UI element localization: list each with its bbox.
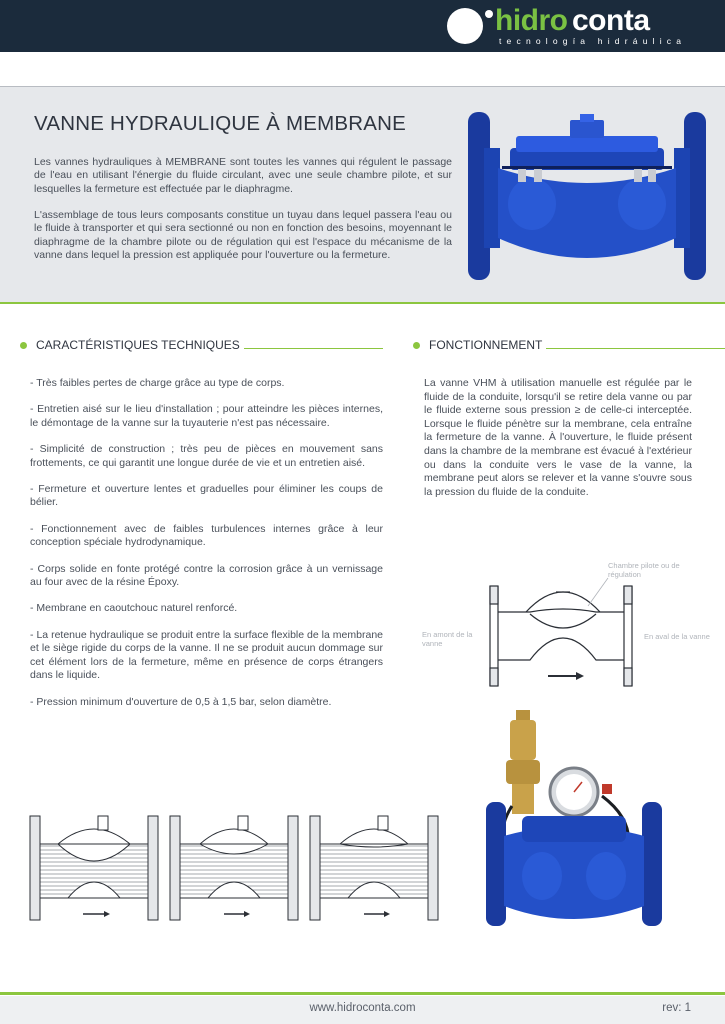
footer-divider	[0, 992, 725, 995]
valve-operation-diagrams	[28, 808, 448, 928]
fonctionnement-heading	[413, 338, 725, 354]
diagram-open	[30, 816, 158, 920]
diagram-closed	[310, 816, 438, 920]
feature-item: - Pression minimum d'ouverture de 0,5 à 1,5 bar, selon diamètre.	[30, 695, 332, 708]
logo-tagline: tecnología hidráulica	[499, 36, 687, 46]
feature-item: - La retenue hydraulique se produit entre la surface flexible de la membrane et le siège rigide du corps de la vanne. Il ne se produit aucun dommage sur cet élément lors de la fermeture, même en présence de corps étrangers dans le liquide.	[30, 628, 383, 682]
logo-word-conta: conta	[572, 4, 650, 37]
footer-website-link[interactable]: www.hidroconta.com	[309, 1002, 416, 1014]
logo-circle-icon	[447, 8, 483, 44]
header-bar	[0, 0, 725, 52]
intro-paragraph-2: L'assemblage de tous leurs composants constitue un tuyau dans lequel passera l'eau ou le fluide à transporter et qui sera sectionné ou non en fonction des besoins, moyennant le diaphragme de la chambre pilote ou de régulation qui est l'espace du mécanisme de la vanne dans lequel la pression est appliquée pour l'ouverture ou la fermeture.	[34, 209, 452, 262]
feature-item: - Très faibles pertes de charge grâce au type de corps.	[30, 377, 285, 389]
caracteristiques-title: CARACTÉRISTIQUES TECHNIQUES	[36, 338, 244, 352]
caracteristiques-heading	[20, 338, 383, 354]
label-chamber: Chambre pilote ou de régulation	[608, 561, 680, 579]
page-title: VANNE HYDRAULIQUE À MEMBRANE	[34, 112, 407, 135]
footer-bar	[0, 996, 725, 1024]
diagram-partial	[170, 816, 298, 920]
footer-revision: rev: 1	[662, 1002, 691, 1014]
logo-word-hidro: hidro	[495, 4, 568, 37]
bullet-dot-icon	[413, 342, 420, 349]
label-aval: En aval de la vanne	[644, 632, 710, 641]
feature-item: - Simplicité de construction ; très peu de pièces en mouvement sans frottements, ce qui garantit une longue durée de vie et un entretien aisé.	[30, 443, 383, 469]
pilot-valve-image	[482, 706, 672, 934]
intro-paragraph-1: Les vannes hydrauliques à MEMBRANE sont toutes les vannes qui régulent le passage de l'eau en utilisant l'énergie du fluide circulant, avec une seule chambre pilote, et sur lesquelles la fermeture est effectuée par le diaphragme.	[34, 156, 452, 195]
fonctionnement-text: La vanne VHM à utilisation manuelle est régulée par le fluide de la conduite, lorsqu'il se retire dela vanne ou par le fluide externe sous pression ≥ de celle-ci interceptée. Lorsque le fluide pénètre sur la membrane, cela entraîne la fermeture de la vanne. À l'ouverture, le fluide présent dans la chambre de la membrane est évacué à l'extérieur ou dans la conduite vers le vase de la vanne, la membrane peut alors se relever et la vanne s'ouvre sous la pression du fluide de la conduite.	[424, 377, 692, 498]
feature-item: - Corps solide en fonte protégé contre la corrosion grâce à un vernissage au four avec de la résine Époxy.	[30, 562, 383, 589]
feature-item: - Entretien aisé sur le lieu d'installation ; pour atteindre les pièces internes, le démontage de la vanne sur la tuyauterie n'est pas nécessaire.	[30, 403, 383, 429]
bullet-dot-icon	[20, 342, 27, 349]
fonctionnement-title: FONCTIONNEMENT	[429, 338, 546, 352]
feature-item: - Membrane en caoutchouc naturel renforcé.	[30, 602, 238, 615]
valve-product-image	[462, 108, 712, 286]
features-list	[30, 377, 383, 722]
feature-item: - Fermeture et ouverture lentes et graduelles pour éliminer les coups de bélier.	[30, 483, 383, 509]
logo-dot-icon	[485, 10, 493, 18]
feature-item: - Fonctionnement avec de faibles turbulences internes grâce à leur conception spéciale hydrodynamique.	[30, 522, 383, 549]
label-amont: En amont de la vanne	[422, 630, 473, 648]
hidroconta-logo[interactable]	[447, 6, 707, 48]
